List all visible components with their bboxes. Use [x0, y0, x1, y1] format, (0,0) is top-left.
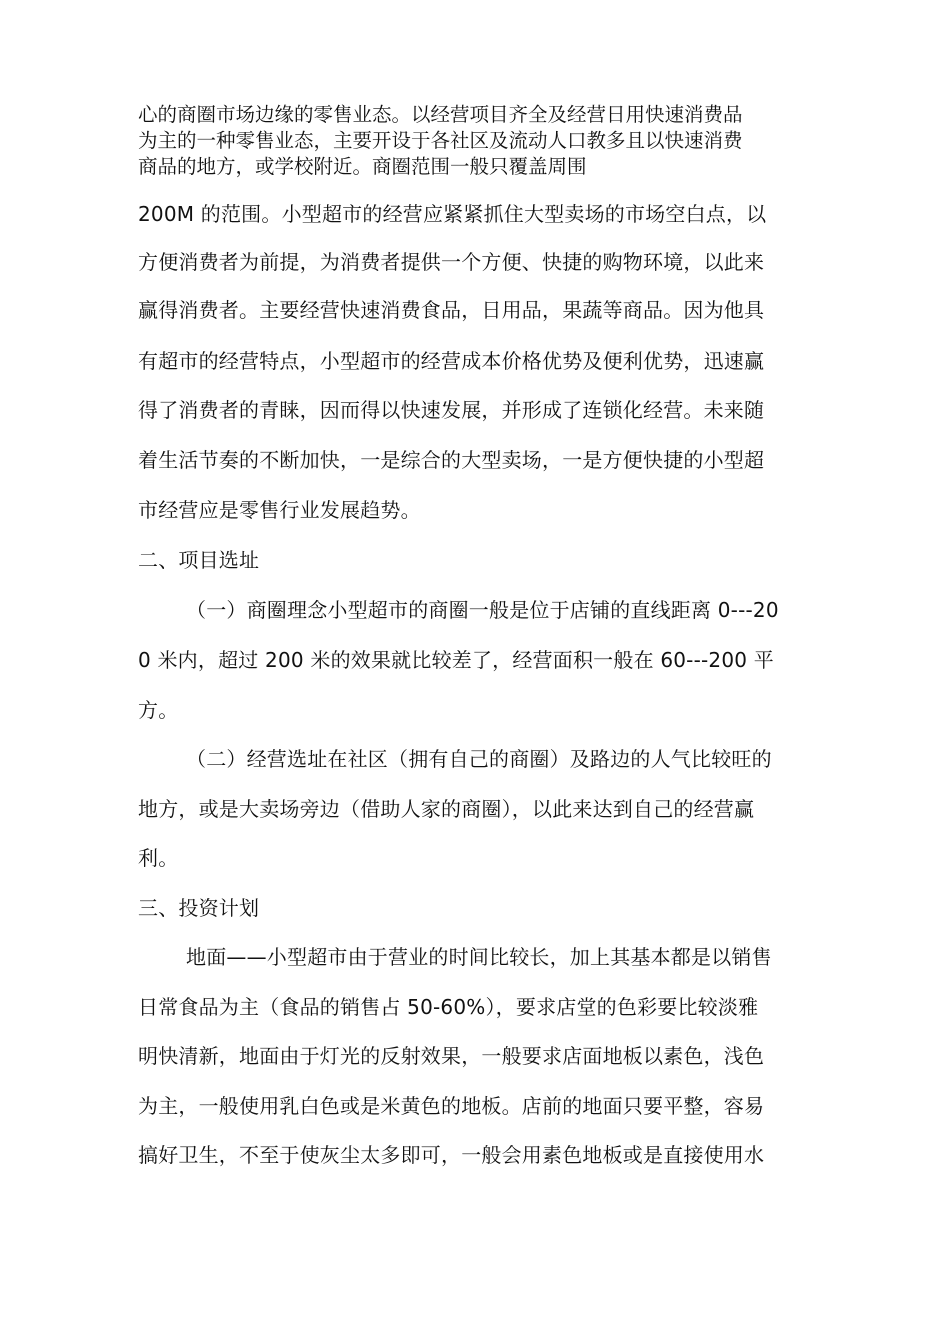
paragraph-line: 日常食品为主（食品的销售占 50-60%），要求店堂的色彩要比较淡雅 — [138, 995, 759, 1019]
paragraph-line: （二）经营选址在社区（拥有自己的商圈）及路边的人气比较旺的 — [186, 747, 772, 771]
paragraph-line: 200M 的范围。小型超市的经营应紧紧抓住大型卖场的市场空白点，以 — [138, 202, 767, 226]
paragraph-line: （一）商圈理念小型超市的商圈一般是位于店铺的直线距离 0---20 — [186, 598, 779, 622]
section-heading: 二、项目选址 — [138, 548, 260, 572]
paragraph-line: 方便消费者为前提，为消费者提供一个方便、快捷的购物环境，以此来 — [138, 250, 765, 274]
paragraph-line: 地方，或是大卖场旁边（借助人家的商圈），以此来达到自己的经营赢 — [138, 797, 755, 821]
paragraph-line: 有超市的经营特点，小型超市的经营成本价格优势及便利优势，迅速赢 — [138, 349, 765, 373]
paragraph-line: 商品的地方，或学校附近。商圈范围一般只覆盖周围 — [138, 155, 587, 178]
section-heading: 三、投资计划 — [138, 896, 260, 920]
paragraph-line: 为主的一种零售业态，主要开设于各社区及流动人口教多且以快速消费 — [138, 129, 743, 152]
paragraph-line: 心的商圈市场边缘的零售业态。以经营项目齐全及经营日用快速消费品 — [138, 103, 743, 126]
paragraph-line: 搞好卫生，不至于使灰尘太多即可，一般会用素色地板或是直接使用水 — [138, 1143, 765, 1167]
paragraph-line: 利。 — [138, 846, 179, 870]
paragraph-line: 0 米内，超过 200 米的效果就比较差了，经营面积一般在 60---200 平 — [138, 648, 774, 672]
paragraph-line: 得了消费者的青睐，因而得以快速发展，并形成了连锁化经营。未来随 — [138, 398, 765, 422]
paragraph-line: 地面——小型超市由于营业的时间比较长，加上其基本都是以销售 — [186, 945, 772, 969]
paragraph-line: 明快清新，地面由于灯光的反射效果，一般要求店面地板以素色，浅色 — [138, 1044, 765, 1068]
paragraph-line: 为主，一般使用乳白色或是米黄色的地板。店前的地面只要平整，容易 — [138, 1094, 765, 1118]
paragraph-line: 方。 — [138, 698, 179, 722]
paragraph-line: 着生活节奏的不断加快，一是综合的大型卖场，一是方便快捷的小型超 — [138, 448, 765, 472]
paragraph-line: 市经营应是零售行业发展趋势。 — [138, 498, 421, 522]
paragraph-line: 赢得消费者。主要经营快速消费食品，日用品，果蔬等商品。因为他具 — [138, 298, 765, 322]
